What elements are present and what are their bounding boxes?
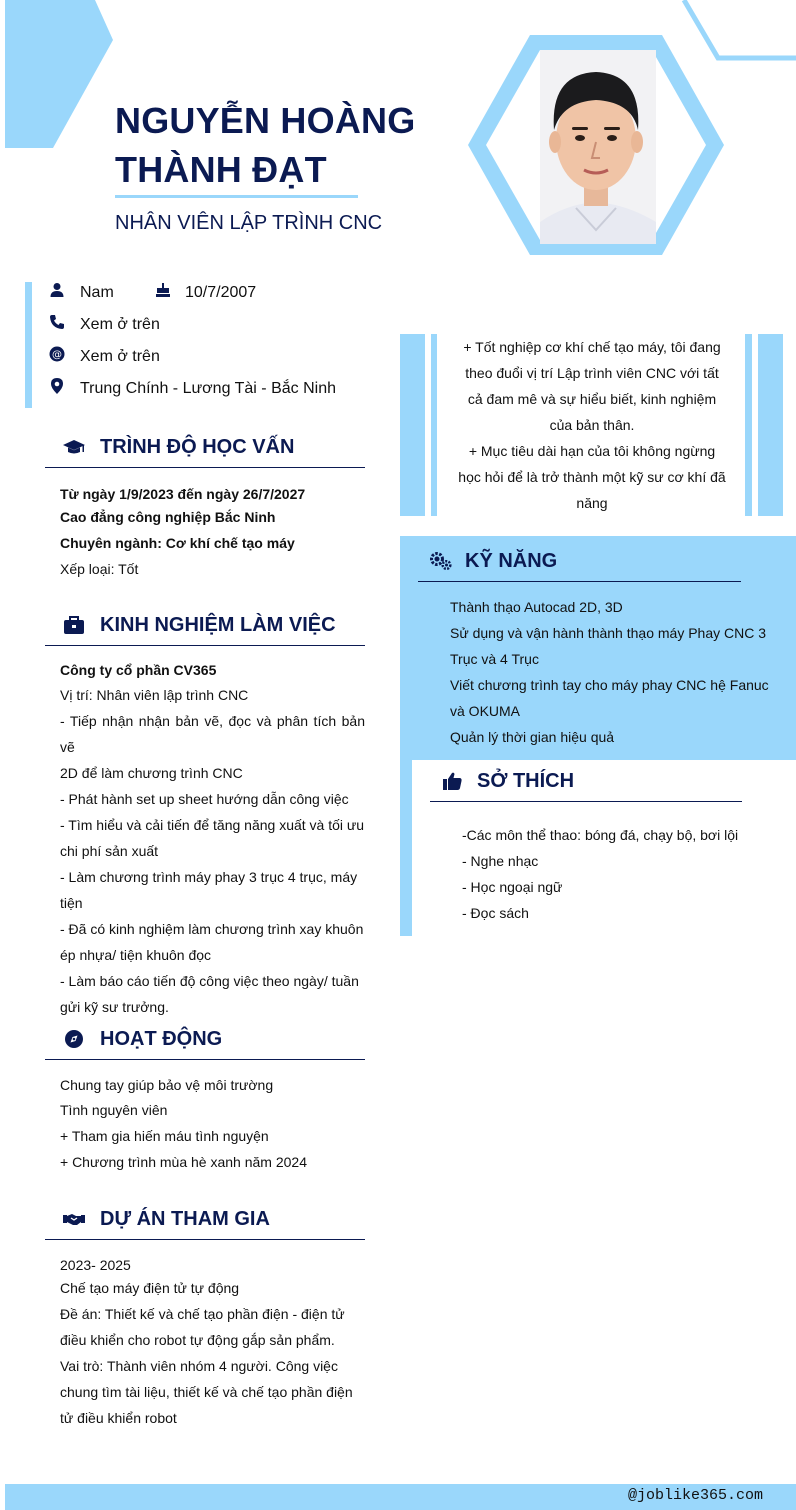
objective-line: theo đuổi vị trí Lập trình viên CNC với tất <box>465 365 719 381</box>
experience-line: gửi kỹ sư trưởng. <box>60 999 169 1015</box>
experience-line: - Đã có kinh nghiệm làm chương trình xay khuôn <box>60 921 364 937</box>
skills-content <box>450 594 780 750</box>
activity-line: + Tham gia hiến máu tình nguyện <box>60 1128 269 1144</box>
thumbs-up-icon <box>442 771 464 791</box>
email-value: Xem ở trên <box>80 348 160 365</box>
experience-title: KINH NGHIỆM LÀM VIỆC <box>100 614 336 636</box>
education-school: Cao đẳng công nghiệp Bắc Ninh <box>60 509 276 525</box>
gender-value: Nam <box>80 284 114 301</box>
handshake-icon <box>63 1209 85 1229</box>
experience-section-header <box>45 611 365 646</box>
hobby-line: -Các môn thể thao: bóng đá, chạy bộ, bơi lội <box>462 827 739 843</box>
hobby-line: - Học ngoại ngữ <box>462 879 563 895</box>
skill-line: Trục và 4 Trục <box>450 651 539 667</box>
hobbies-section-header <box>430 767 742 802</box>
activities-section-header <box>45 1025 365 1060</box>
contact-accent-bar <box>25 282 32 408</box>
objective-bar-right-inner <box>745 334 752 516</box>
experience-line: tiện <box>60 895 83 911</box>
experience-line: chi phí sản xuất <box>60 843 159 859</box>
experience-line: - Phát hành set up sheet hướng dẫn công việc <box>60 791 349 807</box>
experience-line: 2D để làm chương trình CNC <box>60 765 243 781</box>
project-line: điều khiển cho robot tự động gắp sản phẩm. <box>60 1332 335 1348</box>
svg-text:@: @ <box>52 349 62 361</box>
objective-bar-right-outer <box>758 334 783 516</box>
objective-line: học hỏi để là trở thành một kỹ sư cơ khí đã <box>458 469 726 485</box>
skill-line: Thành thạo Autocad 2D, 3D <box>450 599 623 615</box>
experience-line: - Tiếp nhận nhận bản vẽ, đọc và phân tích bản vẽ <box>60 713 365 755</box>
corner-decoration-left <box>5 0 115 148</box>
name-underline <box>115 195 358 198</box>
birthday-value: 10/7/2007 <box>185 284 257 301</box>
objective-bar-left-outer <box>400 334 425 516</box>
briefcase-icon <box>63 615 85 635</box>
activities-content <box>60 1072 370 1175</box>
projects-content <box>60 1255 365 1431</box>
skill-line: và OKUMA <box>450 703 521 719</box>
at-icon <box>49 346 65 362</box>
experience-line: - Tìm hiểu và cải tiến để tăng năng xuất và tối ưu <box>60 817 365 833</box>
skills-title: KỸ NĂNG <box>465 550 558 572</box>
experience-line: ép nhựa/ tiện khuôn đọc <box>60 947 212 963</box>
skills-section-header <box>418 547 741 582</box>
activity-line: Chung tay giúp bảo vệ môi trường <box>60 1077 274 1093</box>
skill-line: Sử dụng và vận hành thành thạo máy Phay CNC 3 <box>450 625 767 641</box>
objective-line: cả đam mê và sự hiểu biết, kinh nghiệm <box>467 391 717 407</box>
phone-icon <box>49 314 65 330</box>
objective-bar-left-inner <box>431 334 437 516</box>
project-line: Vai trò: Thành viên nhóm 4 người. Công việc <box>60 1358 338 1374</box>
experience-company: Công ty cổ phần CV365 <box>60 662 217 678</box>
location-icon <box>49 378 65 394</box>
job-title: NHÂN VIÊN LẬP TRÌNH CNC <box>115 212 383 234</box>
hobbies-content <box>462 822 782 926</box>
name-line-2: THÀNH ĐẠT <box>115 149 327 190</box>
address-value: Trung Chính - Lương Tài - Bắc Ninh <box>80 380 336 397</box>
skill-line: Viết chương trình tay cho máy phay CNC hệ Fanuc <box>450 677 769 693</box>
compass-icon <box>63 1029 85 1049</box>
education-grade: Xếp loại: Tốt <box>60 561 139 577</box>
candidate-name <box>115 96 445 194</box>
education-period: Từ ngày 1/9/2023 đến ngày 26/7/2027 <box>60 486 306 502</box>
graduation-cap-icon <box>63 437 85 457</box>
objective-line: + Mục tiêu dài hạn của tôi không ngừng <box>468 443 716 459</box>
project-line: Đề án: Thiết kế và chế tạo phần điện - điện tử <box>60 1306 345 1322</box>
career-objective <box>456 334 728 516</box>
project-line: tử điều khiển robot <box>60 1410 177 1426</box>
hobbies-title: SỞ THÍCH <box>477 770 575 792</box>
experience-position: Vị trí: Nhân viên lập trình CNC <box>60 687 249 703</box>
project-line: chung tìm tài liệu, thiết kế và chế tạo phần điện <box>60 1384 353 1400</box>
experience-content <box>60 658 365 1020</box>
education-content <box>60 481 370 582</box>
education-title: TRÌNH ĐỘ HỌC VẤN <box>100 436 295 458</box>
project-period: 2023- 2025 <box>60 1257 131 1273</box>
hobbies-accent-bar <box>400 760 412 936</box>
hobby-line: - Nghe nhạc <box>462 853 539 869</box>
hobby-line: - Đọc sách <box>462 905 529 921</box>
phone-value: Xem ở trên <box>80 316 160 333</box>
activities-title: HOẠT ĐỘNG <box>100 1028 223 1050</box>
activity-line: Tình nguyên viên <box>60 1102 168 1118</box>
profile-photo <box>466 32 726 258</box>
projects-title: DỰ ÁN THAM GIA <box>100 1208 270 1230</box>
user-icon <box>49 282 65 298</box>
education-section-header <box>45 433 365 468</box>
objective-line: + Tốt nghiệp cơ khí chế tạo máy, tôi đang <box>463 339 721 355</box>
experience-line: - Làm chương trình máy phay 3 trục 4 trục, máy <box>60 869 358 885</box>
project-name: Chế tạo máy điện tử tự động <box>60 1280 240 1296</box>
experience-line: - Làm báo cáo tiến độ công việc theo ngày/ tuần <box>60 973 359 989</box>
gears-icon <box>430 551 452 571</box>
skill-line: Quản lý thời gian hiệu quả <box>450 729 615 745</box>
objective-line: của bản thân. <box>549 417 635 433</box>
education-major: Chuyên ngành: Cơ khí chế tạo máy <box>60 535 295 551</box>
name-line-1: NGUYỄN HOÀNG <box>115 100 416 141</box>
activity-line: + Chương trình mùa hè xanh năm 2024 <box>60 1154 307 1170</box>
footer-website: @joblike365.com <box>628 1487 764 1504</box>
cake-icon <box>155 282 171 298</box>
projects-section-header <box>45 1205 365 1240</box>
objective-line: năng <box>576 495 608 511</box>
